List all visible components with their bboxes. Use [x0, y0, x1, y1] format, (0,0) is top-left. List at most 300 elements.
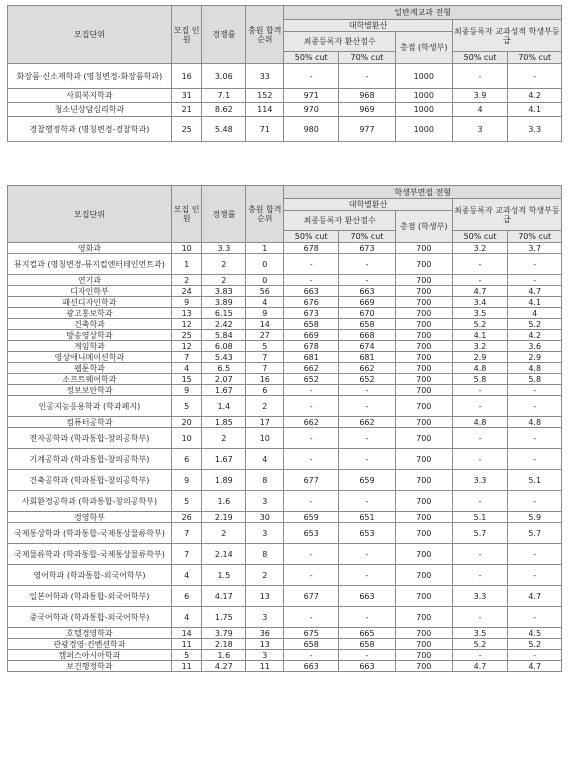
quota-cell: 4 — [171, 607, 202, 628]
grade-cut50-cell: 3.2 — [452, 341, 508, 352]
unit-cell: 소프트웨어학과 — [8, 374, 172, 385]
cut50-cell: 677 — [284, 470, 339, 491]
table-row — [8, 628, 562, 639]
total-cell: 700 — [395, 352, 452, 363]
cut70-cell: - — [339, 565, 396, 586]
total-cell: 700 — [395, 586, 452, 607]
total-cell: 700 — [395, 417, 452, 428]
header-grade-cut70: 70% cut — [508, 52, 562, 64]
header-rank: 충원 합격 순위 — [246, 186, 284, 243]
header-dept-conv: 대학별환산 — [284, 20, 452, 32]
grade-cut50-cell: 4 — [452, 103, 508, 117]
table-row — [8, 661, 562, 672]
table-row — [8, 385, 562, 396]
total-cell: 1000 — [395, 64, 452, 89]
cut70-cell: 670 — [339, 308, 396, 319]
cut50-cell: 676 — [284, 297, 339, 308]
grade-cut50-cell: 5.2 — [452, 319, 508, 330]
rank-cell: 10 — [246, 428, 284, 449]
cut70-cell: 658 — [339, 319, 396, 330]
cut70-cell: - — [339, 64, 396, 89]
quota-cell: 21 — [171, 103, 202, 117]
grade-cut70-cell: 4.7 — [508, 661, 562, 672]
quota-cell: 6 — [171, 449, 202, 470]
cut70-cell: 969 — [339, 103, 396, 117]
grade-cut70-cell: - — [508, 275, 562, 286]
grade-cut50-cell: 3.3 — [452, 470, 508, 491]
cut70-cell: - — [339, 650, 396, 661]
unit-cell: 경영학부 — [8, 512, 172, 523]
ratio-cell: 3.3 — [202, 243, 246, 254]
rank-cell: 7 — [246, 363, 284, 374]
total-cell: 1000 — [395, 103, 452, 117]
ratio-cell: 1.85 — [202, 417, 246, 428]
grade-cut70-cell: - — [508, 491, 562, 512]
ratio-cell: 1.6 — [202, 491, 246, 512]
table-row — [8, 341, 562, 352]
rank-cell: 8 — [246, 544, 284, 565]
quota-cell: 15 — [171, 374, 202, 385]
ratio-cell: 3.89 — [202, 297, 246, 308]
table-row — [8, 103, 562, 117]
grade-cut50-cell: 3 — [452, 117, 508, 142]
unit-cell: 컴퓨터공학과 — [8, 417, 172, 428]
cut50-cell: 663 — [284, 286, 339, 297]
unit-cell: 패션디자인학과 — [8, 297, 172, 308]
total-cell: 700 — [395, 286, 452, 297]
total-cell: 700 — [395, 363, 452, 374]
cut50-cell: 653 — [284, 523, 339, 544]
cut70-cell: 669 — [339, 297, 396, 308]
rank-cell: 30 — [246, 512, 284, 523]
total-cell: 700 — [395, 523, 452, 544]
total-cell: 700 — [395, 607, 452, 628]
grade-cut70-cell: 4.8 — [508, 417, 562, 428]
total-cell: 700 — [395, 661, 452, 672]
quota-cell: 4 — [171, 565, 202, 586]
cut70-cell: 663 — [339, 586, 396, 607]
grade-cut70-cell: 4.1 — [508, 103, 562, 117]
ratio-cell: 4.17 — [202, 586, 246, 607]
grade-cut50-cell: 3.5 — [452, 628, 508, 639]
header-ratio: 경쟁률 — [202, 6, 246, 64]
quota-cell: 16 — [171, 64, 202, 89]
grade-cut70-cell: 3.7 — [508, 243, 562, 254]
grade-cut50-cell: 4.7 — [452, 286, 508, 297]
rank-cell: 13 — [246, 639, 284, 650]
quota-cell: 10 — [171, 243, 202, 254]
quota-cell: 12 — [171, 319, 202, 330]
cut50-cell: 673 — [284, 308, 339, 319]
ratio-cell: 3.83 — [202, 286, 246, 297]
grade-cut50-cell: - — [452, 449, 508, 470]
rank-cell: 0 — [246, 275, 284, 286]
cut50-cell: 970 — [284, 103, 339, 117]
table-row — [8, 308, 562, 319]
table-row — [8, 586, 562, 607]
cut70-cell: 659 — [339, 470, 396, 491]
cut50-cell: 662 — [284, 363, 339, 374]
header-quota: 모집 인원 — [171, 6, 202, 64]
unit-cell: 경찰행정학과 (명칭변경-경찰학과) — [8, 117, 172, 142]
unit-cell: 영화과 — [8, 243, 172, 254]
ratio-cell: 1.67 — [202, 385, 246, 396]
table-row — [8, 243, 562, 254]
grade-cut50-cell: 5.8 — [452, 374, 508, 385]
table-row — [8, 330, 562, 341]
table-row — [8, 491, 562, 512]
table-interview-track — [7, 185, 562, 672]
rank-cell: 56 — [246, 286, 284, 297]
grade-cut50-cell: - — [452, 428, 508, 449]
unit-cell: 화장품·신소재학과 (명칭변경-화장품학과) — [8, 64, 172, 89]
ratio-cell: 1.6 — [202, 650, 246, 661]
quota-cell: 24 — [171, 286, 202, 297]
table-row — [8, 417, 562, 428]
header-track: 학생부면접 전형 — [284, 186, 562, 199]
total-cell: 1000 — [395, 117, 452, 142]
unit-cell: 사회환경공학과 (학과통합-창의공학부) — [8, 491, 172, 512]
ratio-cell: 2 — [202, 275, 246, 286]
grade-cut70-cell: 5.8 — [508, 374, 562, 385]
table-row — [8, 449, 562, 470]
grade-cut50-cell: 4.8 — [452, 363, 508, 374]
header-unit: 모집단위 — [8, 6, 172, 64]
total-cell: 700 — [395, 243, 452, 254]
rank-cell: 3 — [246, 491, 284, 512]
header-grade-cut50: 50% cut — [452, 231, 508, 243]
quota-cell: 11 — [171, 639, 202, 650]
unit-cell: 일본어학과 (학과통합-외국어학부) — [8, 586, 172, 607]
cut50-cell: 677 — [284, 586, 339, 607]
unit-cell: 관광경영·컨벤션학과 — [8, 639, 172, 650]
grade-cut70-cell: - — [508, 650, 562, 661]
cut50-cell: - — [284, 385, 339, 396]
grade-cut70-cell: - — [508, 64, 562, 89]
ratio-cell: 6.15 — [202, 308, 246, 319]
grade-cut70-cell: 5.2 — [508, 639, 562, 650]
cut70-cell: 652 — [339, 374, 396, 385]
cut50-cell: - — [284, 64, 339, 89]
grade-cut70-cell: 5.7 — [508, 523, 562, 544]
unit-cell: 게임학과 — [8, 341, 172, 352]
cut70-cell: 651 — [339, 512, 396, 523]
grade-cut50-cell: 4.8 — [452, 417, 508, 428]
quota-cell: 7 — [171, 544, 202, 565]
unit-cell: 청소년상담심리학과 — [8, 103, 172, 117]
cut50-cell: - — [284, 254, 339, 275]
ratio-cell: 2.42 — [202, 319, 246, 330]
quota-cell: 14 — [171, 628, 202, 639]
header-total: 총점 (학생부) — [395, 32, 452, 64]
grade-cut50-cell: - — [452, 385, 508, 396]
quota-cell: 10 — [171, 428, 202, 449]
table-row — [8, 352, 562, 363]
cut50-cell: 662 — [284, 417, 339, 428]
unit-cell: 디자인학부 — [8, 286, 172, 297]
grade-cut50-cell: 4.7 — [452, 661, 508, 672]
cut50-cell: 659 — [284, 512, 339, 523]
total-cell: 700 — [395, 650, 452, 661]
table-row — [8, 565, 562, 586]
ratio-cell: 2.19 — [202, 512, 246, 523]
quota-cell: 6 — [171, 586, 202, 607]
grade-cut70-cell: 4.7 — [508, 286, 562, 297]
quota-cell: 4 — [171, 363, 202, 374]
grade-cut70-cell: - — [508, 428, 562, 449]
rank-cell: 9 — [246, 308, 284, 319]
grade-cut50-cell: - — [452, 64, 508, 89]
grade-cut70-cell: - — [508, 544, 562, 565]
header-final-conv: 최종등록자 환산점수 — [284, 211, 395, 231]
cut50-cell: 652 — [284, 374, 339, 385]
ratio-cell: 1.89 — [202, 470, 246, 491]
rank-cell: 36 — [246, 628, 284, 639]
cut70-cell: 663 — [339, 661, 396, 672]
quota-cell: 25 — [171, 117, 202, 142]
rank-cell: 16 — [246, 374, 284, 385]
unit-cell: 연기과 — [8, 275, 172, 286]
total-cell: 700 — [395, 428, 452, 449]
grade-cut50-cell: 5.2 — [452, 639, 508, 650]
grade-cut70-cell: - — [508, 449, 562, 470]
rank-cell: 114 — [246, 103, 284, 117]
rank-cell: 6 — [246, 385, 284, 396]
total-cell: 700 — [395, 275, 452, 286]
grade-cut50-cell: - — [452, 491, 508, 512]
header-total: 총점 (학생부) — [395, 211, 452, 243]
unit-cell: 정보보안학과 — [8, 385, 172, 396]
rank-cell: 71 — [246, 117, 284, 142]
table-row — [8, 64, 562, 89]
unit-cell: 뮤지컬과 (명칭변경-뮤지컬엔터테인먼트과) — [8, 254, 172, 275]
grade-cut70-cell: 4.8 — [508, 363, 562, 374]
ratio-cell: 8.62 — [202, 103, 246, 117]
cut50-cell: 669 — [284, 330, 339, 341]
grade-cut50-cell: 3.3 — [452, 586, 508, 607]
cut70-cell: - — [339, 544, 396, 565]
cut70-cell: 977 — [339, 117, 396, 142]
ratio-cell: 1.5 — [202, 565, 246, 586]
cut50-cell: - — [284, 544, 339, 565]
grade-cut50-cell: 3.5 — [452, 308, 508, 319]
rank-cell: 8 — [246, 470, 284, 491]
cut70-cell: 673 — [339, 243, 396, 254]
quota-cell: 9 — [171, 470, 202, 491]
table-row — [8, 363, 562, 374]
cut70-cell: - — [339, 254, 396, 275]
quota-cell: 7 — [171, 523, 202, 544]
total-cell: 700 — [395, 544, 452, 565]
cut50-cell: - — [284, 650, 339, 661]
unit-cell: 전자공학과 (학과통합-창의공학부) — [8, 428, 172, 449]
quota-cell: 31 — [171, 89, 202, 103]
quota-cell: 7 — [171, 352, 202, 363]
total-cell: 700 — [395, 396, 452, 417]
grade-cut70-cell: 4.2 — [508, 89, 562, 103]
header-cut50: 50% cut — [284, 231, 339, 243]
header-grade-cut50: 50% cut — [452, 52, 508, 64]
cut70-cell: - — [339, 491, 396, 512]
quota-cell: 5 — [171, 491, 202, 512]
total-cell: 700 — [395, 308, 452, 319]
ratio-cell: 2.07 — [202, 374, 246, 385]
ratio-cell: 6.5 — [202, 363, 246, 374]
header-grade-cut70: 70% cut — [508, 231, 562, 243]
quota-cell: 12 — [171, 341, 202, 352]
quota-cell: 20 — [171, 417, 202, 428]
cut70-cell: - — [339, 396, 396, 417]
header-grade-group: 최종등록자 교과성적 학생부등급 — [452, 20, 561, 52]
table-row — [8, 117, 562, 142]
grade-cut70-cell: - — [508, 607, 562, 628]
rank-cell: 2 — [246, 565, 284, 586]
ratio-cell: 6.08 — [202, 341, 246, 352]
total-cell: 700 — [395, 470, 452, 491]
cut70-cell: 668 — [339, 330, 396, 341]
rank-cell: 3 — [246, 650, 284, 661]
quota-cell: 26 — [171, 512, 202, 523]
total-cell: 700 — [395, 639, 452, 650]
grade-cut70-cell: 5.9 — [508, 512, 562, 523]
unit-cell: 기계공학과 (학과통합-창의공학부) — [8, 449, 172, 470]
total-cell: 700 — [395, 385, 452, 396]
table-row — [8, 607, 562, 628]
unit-cell: 건축학과 — [8, 319, 172, 330]
grade-cut50-cell: 3.2 — [452, 243, 508, 254]
table-row — [8, 396, 562, 417]
cut50-cell: 971 — [284, 89, 339, 103]
cut70-cell: - — [339, 428, 396, 449]
unit-cell: 국제물류학과 (학과통합-국제통상물류학부) — [8, 544, 172, 565]
cut50-cell: 663 — [284, 661, 339, 672]
cut50-cell: 658 — [284, 639, 339, 650]
total-cell: 700 — [395, 449, 452, 470]
cut70-cell: 662 — [339, 363, 396, 374]
header-dept-conv: 대학별환산 — [284, 199, 452, 211]
cut50-cell: - — [284, 396, 339, 417]
cut70-cell: 658 — [339, 639, 396, 650]
rank-cell: 3 — [246, 607, 284, 628]
rank-cell: 3 — [246, 523, 284, 544]
header-cut70: 70% cut — [339, 52, 396, 64]
ratio-cell: 1.4 — [202, 396, 246, 417]
grade-cut50-cell: - — [452, 544, 508, 565]
total-cell: 700 — [395, 254, 452, 275]
grade-cut70-cell: 3.3 — [508, 117, 562, 142]
quota-cell: 5 — [171, 396, 202, 417]
table-row — [8, 374, 562, 385]
cut50-cell: - — [284, 491, 339, 512]
quota-cell: 1 — [171, 254, 202, 275]
table-row — [8, 319, 562, 330]
table-row — [8, 512, 562, 523]
rank-cell: 27 — [246, 330, 284, 341]
grade-cut50-cell: - — [452, 275, 508, 286]
grade-cut50-cell: - — [452, 565, 508, 586]
grade-cut50-cell: - — [452, 650, 508, 661]
quota-cell: 5 — [171, 650, 202, 661]
ratio-cell: 4.27 — [202, 661, 246, 672]
table-row — [8, 89, 562, 103]
rank-cell: 4 — [246, 297, 284, 308]
grade-cut70-cell: 3.6 — [508, 341, 562, 352]
table-row — [8, 428, 562, 449]
header-quota: 모집 인원 — [171, 186, 202, 243]
grade-cut70-cell: - — [508, 385, 562, 396]
cut70-cell: 968 — [339, 89, 396, 103]
quota-cell: 2 — [171, 275, 202, 286]
table-row — [8, 297, 562, 308]
table-general-track — [7, 5, 562, 142]
header-unit: 모집단위 — [8, 186, 172, 243]
cut50-cell: 675 — [284, 628, 339, 639]
header-final-conv: 최종등록자 환산점수 — [284, 32, 395, 52]
unit-cell: 국제통상학과 (학과통합-국제통상물류학부) — [8, 523, 172, 544]
rank-cell: 4 — [246, 449, 284, 470]
total-cell: 700 — [395, 330, 452, 341]
header-cut50: 50% cut — [284, 52, 339, 64]
unit-cell: 인공지능응용학과 (학과폐지) — [8, 396, 172, 417]
ratio-cell: 5.48 — [202, 117, 246, 142]
header-ratio: 경쟁률 — [202, 186, 246, 243]
total-cell: 1000 — [395, 89, 452, 103]
header-grade-group: 최종등록자 교과성적 학생부등급 — [452, 199, 561, 231]
grade-cut50-cell: 4.1 — [452, 330, 508, 341]
header-track: 일반계교과 전형 — [284, 6, 562, 20]
unit-cell: 건축공학과 (학과통합-창의공학부) — [8, 470, 172, 491]
ratio-cell: 2.18 — [202, 639, 246, 650]
grade-cut70-cell: 5.1 — [508, 470, 562, 491]
cut70-cell: 662 — [339, 417, 396, 428]
cut70-cell: 663 — [339, 286, 396, 297]
ratio-cell: 1.75 — [202, 607, 246, 628]
cut70-cell: 653 — [339, 523, 396, 544]
ratio-cell: 2 — [202, 428, 246, 449]
grade-cut70-cell: - — [508, 565, 562, 586]
rank-cell: 11 — [246, 661, 284, 672]
grade-cut50-cell: 3.4 — [452, 297, 508, 308]
rank-cell: 152 — [246, 89, 284, 103]
grade-cut70-cell: 2.9 — [508, 352, 562, 363]
ratio-cell: 2 — [202, 523, 246, 544]
cut50-cell: - — [284, 275, 339, 286]
unit-cell: 웹툰학과 — [8, 363, 172, 374]
header-rank: 충원 합격 순위 — [246, 6, 284, 64]
total-cell: 700 — [395, 565, 452, 586]
grade-cut50-cell: 5.7 — [452, 523, 508, 544]
total-cell: 700 — [395, 491, 452, 512]
ratio-cell: 3.79 — [202, 628, 246, 639]
ratio-cell: 2.14 — [202, 544, 246, 565]
ratio-cell: 7.1 — [202, 89, 246, 103]
cut70-cell: 674 — [339, 341, 396, 352]
cut70-cell: - — [339, 385, 396, 396]
unit-cell: 중국어학과 (학과통합-외국어학부) — [8, 607, 172, 628]
quota-cell: 13 — [171, 308, 202, 319]
grade-cut70-cell: 4.1 — [508, 297, 562, 308]
rank-cell: 13 — [246, 586, 284, 607]
table-row — [8, 639, 562, 650]
unit-cell: 영어학과 (학과통합-외국어학부) — [8, 565, 172, 586]
rank-cell: 5 — [246, 341, 284, 352]
unit-cell: 사회복지학과 — [8, 89, 172, 103]
rank-cell: 17 — [246, 417, 284, 428]
grade-cut50-cell: 3.9 — [452, 89, 508, 103]
grade-cut50-cell: 2.9 — [452, 352, 508, 363]
cut50-cell: - — [284, 449, 339, 470]
header-cut70: 70% cut — [339, 231, 396, 243]
